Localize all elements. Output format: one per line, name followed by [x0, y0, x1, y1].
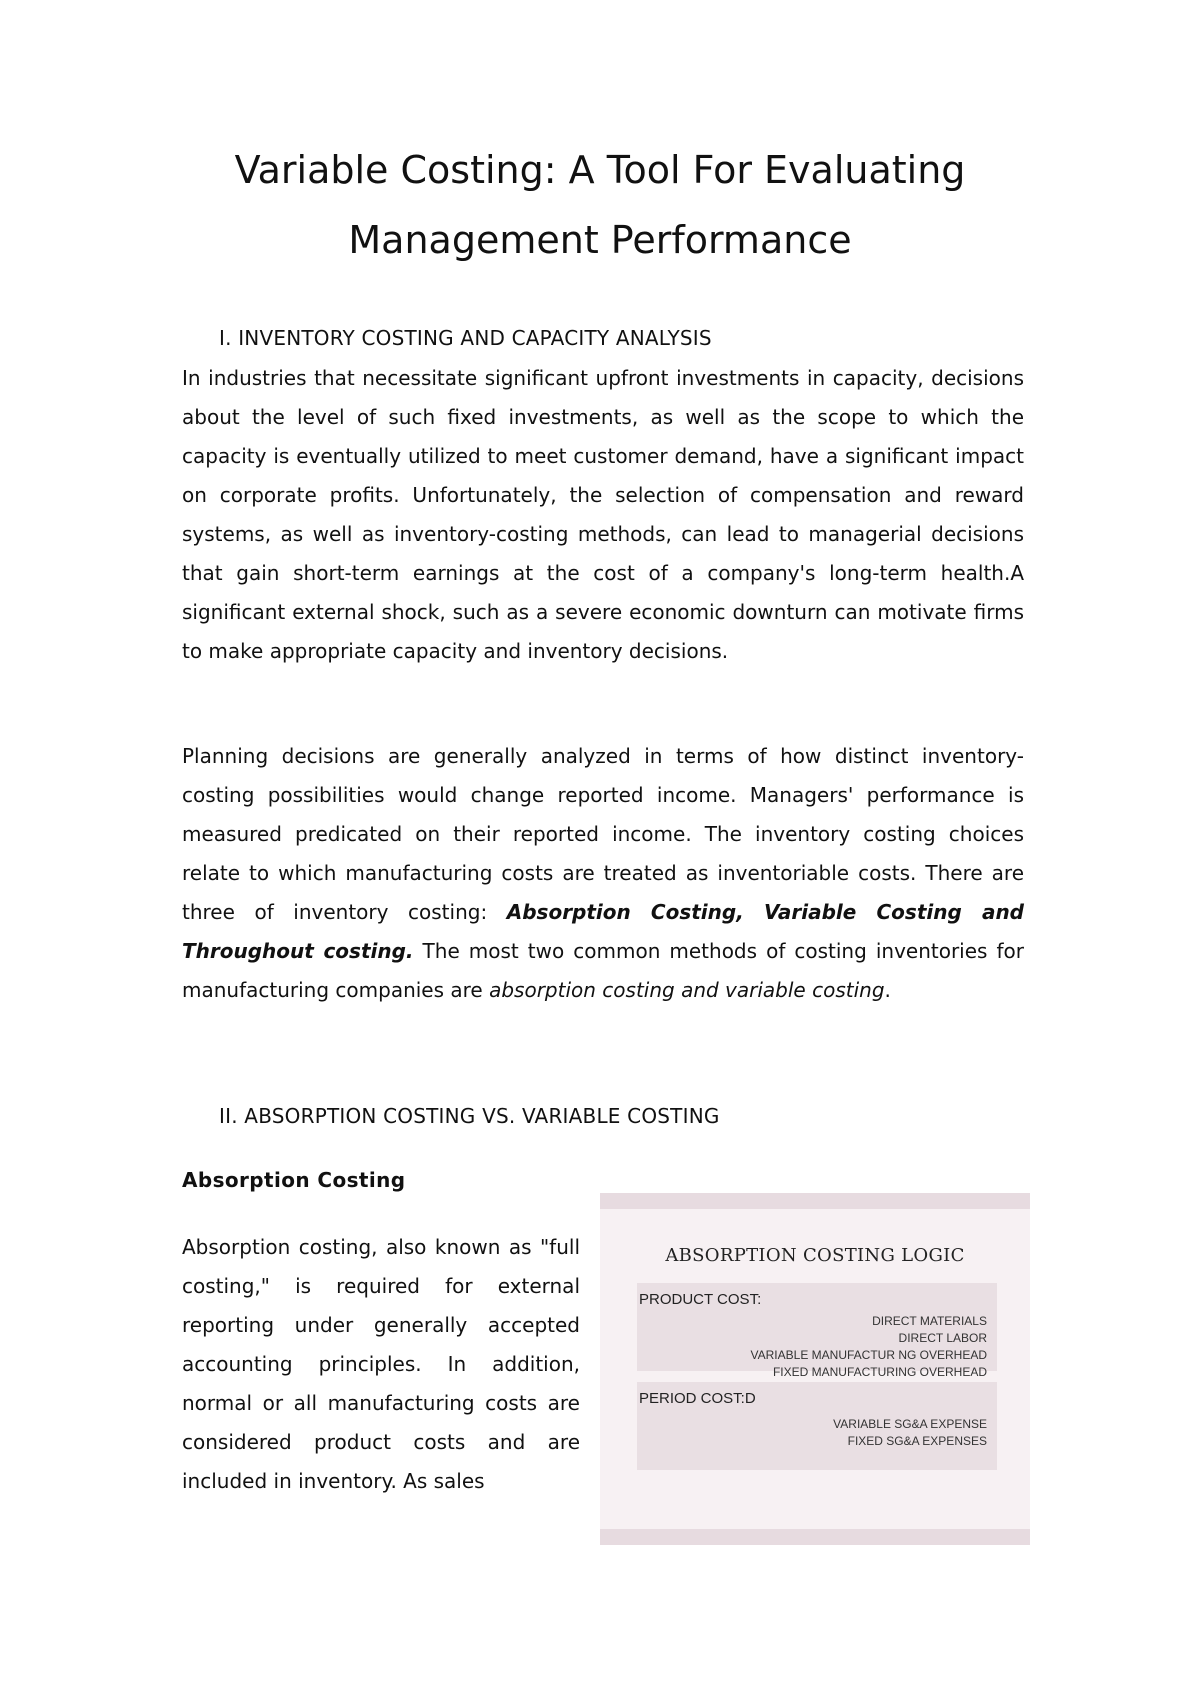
section-1-paragraph-1: In industries that necessitate significant upfront investments in capacity, decisions about the level of such fixed investments, as well as the scope to which the capacity is eventually utilized to meet customer demand, have a significant impact on corporate profits. Unfortunately, the selection of compensation and reward systems, as well as inventory-costing methods, can lead to managerial decisions that gain short-term earnings at the cost of a company's long-term health.A significant external shock, such as a severe economic downturn can motivate firms to make appropriate capacity and inventory decisions. [182, 366, 1024, 663]
figure-top-band [600, 1193, 1030, 1209]
common-methods-emphasis: absorption costing and variable costing [489, 978, 885, 1002]
absorption-costing-subheading: Absorption Costing [182, 1168, 406, 1192]
product-cost-items [751, 1313, 987, 1381]
costing-methods-emphasis: Absorption Costing, Variable Costing and Throughout costing. [182, 900, 1024, 963]
section-1-heading: I. INVENTORY COSTING AND CAPACITY ANALYSIS [219, 326, 712, 350]
product-cost-label: PRODUCT COST: [639, 1291, 762, 1308]
section-1-paragraph-2 [182, 737, 1024, 1010]
period-cost-label: PERIOD COST:D [639, 1390, 756, 1407]
absorption-costing-paragraph: Absorption costing, also known as "full costing," is required for external reporting under generally accepted accounting principles. In addition, normal or all manufacturing costs are considered product costs and are included in inventory. As sales [182, 1235, 580, 1493]
product-cost-item: FIXED MANUFACTURING OVERHEAD [772, 1365, 987, 1379]
figure-title: ABSORPTION COSTING LOGIC [665, 1245, 965, 1266]
period-cost-items [833, 1416, 987, 1450]
title-line-1: Variable Costing: A Tool For Evaluating [234, 148, 966, 192]
title-line-2: Management Performance [348, 218, 852, 262]
paragraph-2-text-c: . [884, 978, 891, 1002]
absorption-costing-logic-figure [600, 1193, 1030, 1545]
period-cost-item: FIXED SG&A EXPENSES [847, 1434, 987, 1448]
figure-bottom-band [600, 1529, 1030, 1545]
product-cost-box [637, 1283, 997, 1379]
section-2-heading: II. ABSORPTION COSTING VS. VARIABLE COSTING [219, 1104, 720, 1128]
product-cost-item: VARIABLE MANUFACTUR NG OVERHEAD [750, 1348, 987, 1362]
paragraph-2-text-b: The most two common methods of costing inventories for manufacturing companies are [182, 939, 1024, 1002]
product-cost-item: DIRECT LABOR [898, 1331, 987, 1345]
product-cost-item: DIRECT MATERIALS [872, 1314, 987, 1328]
document-title [130, 135, 1070, 275]
period-cost-box [637, 1382, 997, 1470]
period-cost-item: VARIABLE SG&A EXPENSE [833, 1417, 987, 1431]
paragraph-2-text-a: Planning decisions are generally analyzed in terms of how distinct inventory-costing possibilities would change reported income. Managers' performance is measured predicated on their reported income. The inventory costing choices relate to which manufacturing costs are treated as inventoriable costs. There are three of inventory costing: [182, 744, 1024, 924]
